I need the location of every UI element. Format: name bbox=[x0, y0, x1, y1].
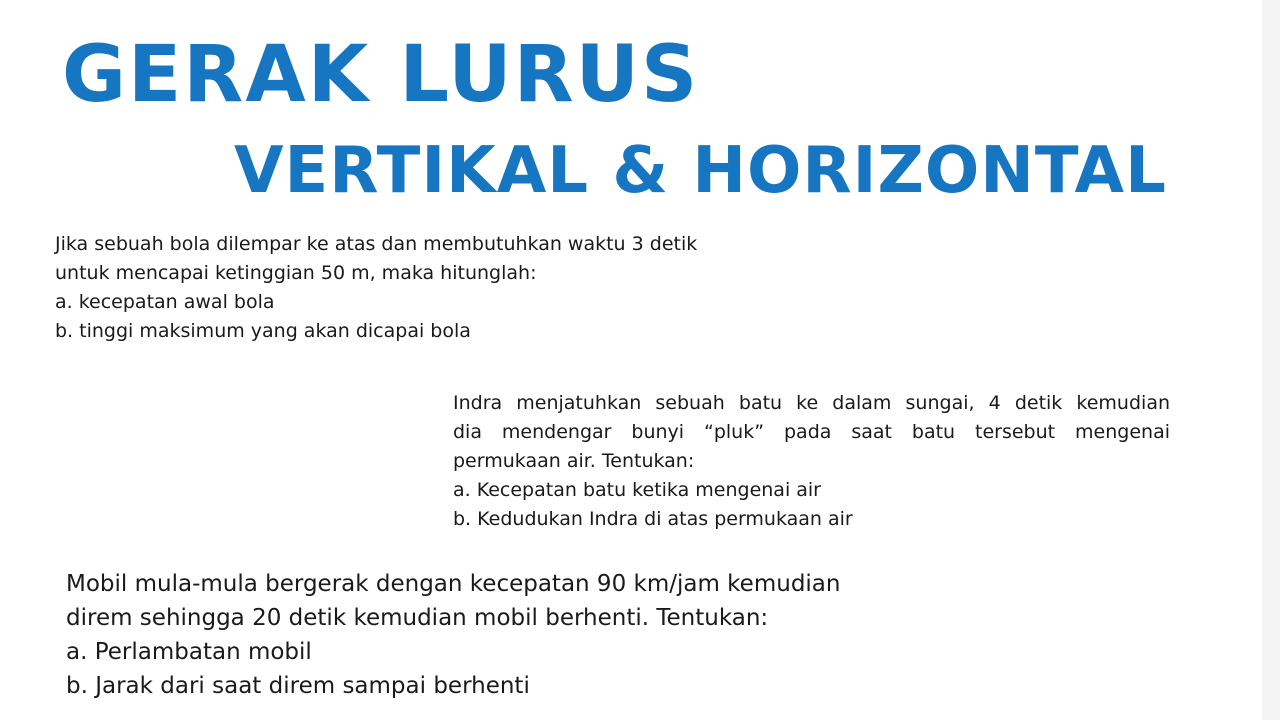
problem-1-line-2: untuk mencapai ketinggian 50 m, maka hitunglah: bbox=[55, 262, 537, 284]
problem-3 bbox=[66, 567, 906, 703]
problem-2-question-a: a. Kecepatan batu ketika mengenai air bbox=[453, 479, 821, 501]
problem-3-line-2: direm sehingga 20 detik kemudian mobil berhenti. Tentukan: bbox=[66, 605, 769, 631]
problem-3-line-1: Mobil mula-mula bergerak dengan kecepatan 90 km/jam kemudian bbox=[66, 571, 841, 597]
problem-2-line-1: Indra menjatuhkan sebuah batu ke dalam sungai, 4 detik kemudian bbox=[453, 392, 1170, 414]
right-edge-strip bbox=[1262, 0, 1280, 720]
problem-1 bbox=[55, 230, 795, 346]
problem-1-question-b: b. tinggi maksimum yang akan dicapai bola bbox=[55, 320, 471, 342]
problem-1-line-1: Jika sebuah bola dilempar ke atas dan membutuhkan waktu 3 detik bbox=[55, 233, 698, 255]
problem-3-question-a: a. Perlambatan mobil bbox=[66, 639, 312, 665]
title-line-1: GERAK LURUS bbox=[62, 30, 700, 120]
problem-2-line-2: dia mendengar bunyi “pluk” pada saat batu tersebut mengenai bbox=[453, 421, 1170, 443]
problem-2-question-b: b. Kedudukan Indra di atas permukaan air bbox=[453, 508, 853, 530]
problem-3-question-b: b. Jarak dari saat direm sampai berhenti bbox=[66, 673, 530, 699]
title-line-2: VERTIKAL & HORIZONTAL bbox=[234, 134, 1167, 208]
problem-2-line-3: permukaan air. Tentukan: bbox=[453, 450, 695, 472]
problem-2 bbox=[453, 389, 1170, 534]
problem-1-question-a: a. kecepatan awal bola bbox=[55, 291, 275, 313]
